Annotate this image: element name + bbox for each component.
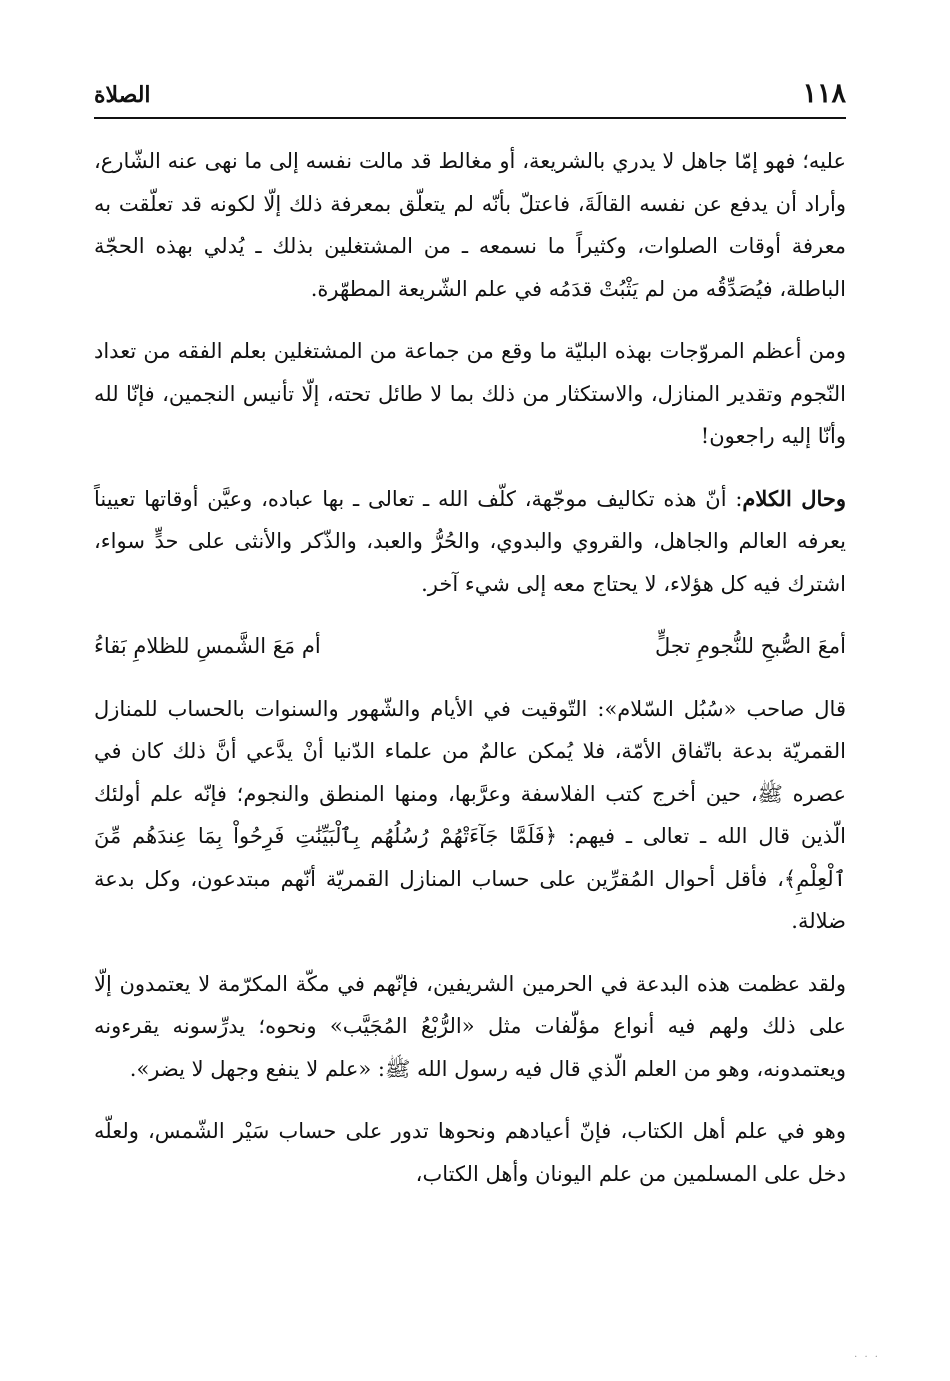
- header-divider: [94, 117, 846, 119]
- page-corner-mark: · · ·: [854, 1352, 880, 1363]
- paragraph-3-lead: وحال الكلام: [742, 485, 846, 511]
- poetry-verse: [94, 625, 846, 668]
- page-number: ١١٨: [802, 78, 846, 109]
- paragraph-2: ومن أعظم المروّجات بهذه البليّة ما وقع من جماعة من المشتغلين بعلم الفقه من تعداد النّجوم وتقدير المنازل، والاستكثار من ذلك بما لا طائل تحته، إلّا تأنيس النجمين، فإنّا لله وأنّا إليه راجعون!: [94, 339, 846, 448]
- verse-first-hemistich: أمعَ الصُّبحِ للنُّجومِ تجلٍّ: [654, 634, 846, 658]
- paragraph-1: عليه؛ فهو إمّا جاهل لا يدري بالشريعة، أو مغالط قد مالت نفسه إلى ما نهى عنه الشّارع، وأراد أن يدفع عن نفسه القالَةَ، فاعتلّ بأنّه لم يتعلّق بمعرفة ذلك إلّا لكونه قد تعلّقت به معرفة أوقات الصلوات، وكثيراً ما نسمعه ـ من المشتغلين بذلك ـ يُدلي بهذه الحجّة الباطلة، فيُصَدِّقُه من لم يَثْبُتْ قدَمُه في علم الشّريعة المطهّرة.: [94, 149, 846, 301]
- paragraph-4: قال صاحب «سُبُل السّلام»: التّوقيت في الأيام والشّهور والسنوات بالحساب للمنازل القمريّة بدعة باتّفاق الأمّة، فلا يُمكن عالمٌ من علماء الدّنيا أنْ يدَّعي أنَّ ذلك كان في عصره ﷺ، حين أخرج كتب الفلاسفة وعرَّبها، ومنها المنطق والنجوم؛ فإنّه علم أولئك الّذين قال الله ـ تعالى ـ فيهم: ﴿فَلَمَّا جَآءَتْهُمْ رُسُلُهُم بِٱلْبَيِّنَٰتِ فَرِحُواْ بِمَا عِندَهُم مِّنَ ٱلْعِلْمِ﴾، فأقل أحوال المُقرِّين على حساب المنازل القمريّة أنّهم مبتدعون، وكل بدعة ضلالة.: [94, 696, 847, 933]
- page-body: [94, 140, 846, 1215]
- paragraph-3-body: : أنّ هذه تكاليف موجّهة، كلّف الله ـ تعالى ـ بها عباده، وعيَّن أوقاتها تعييناً يعرفه العالم والجاهل، والقروي والبدوي، والحُرُّ والعبد، والذّكر والأنثى على حدٍّ سواء، اشترك فيه كل هؤلاء، لا يحتاج معه إلى شيء آخر.: [94, 486, 846, 596]
- page-header: [94, 72, 846, 118]
- verse-second-hemistich: أم مَعَ الشَّمسِ للظلامِ بَقاءُ: [94, 634, 321, 658]
- paragraph-5: ولقد عظمت هذه البدعة في الحرمين الشريفين، فإنّهم في مكّة المكرّمة لا يعتمدون إلّا على ذلك ولهم فيه أنواع مؤلّفات مثل «الرُّبْعُ المُجَيَّب» ونحوه؛ يدرِّسونه يقرءونه ويعتمدونه، وهو من العلم الّذي قال فيه رسول الله ﷺ: «علم لا ينفع وجهل لا يضر».: [94, 971, 846, 1081]
- chapter-title: الصلاة: [94, 82, 151, 108]
- paragraph-3: [94, 478, 846, 606]
- paragraph-6: وهو في علم أهل الكتاب، فإنّ أعيادهم ونحوها تدور على حساب سَيْر الشّمس، ولعلّه دخل على المسلمين من علم اليونان وأهل الكتاب،: [94, 1119, 846, 1186]
